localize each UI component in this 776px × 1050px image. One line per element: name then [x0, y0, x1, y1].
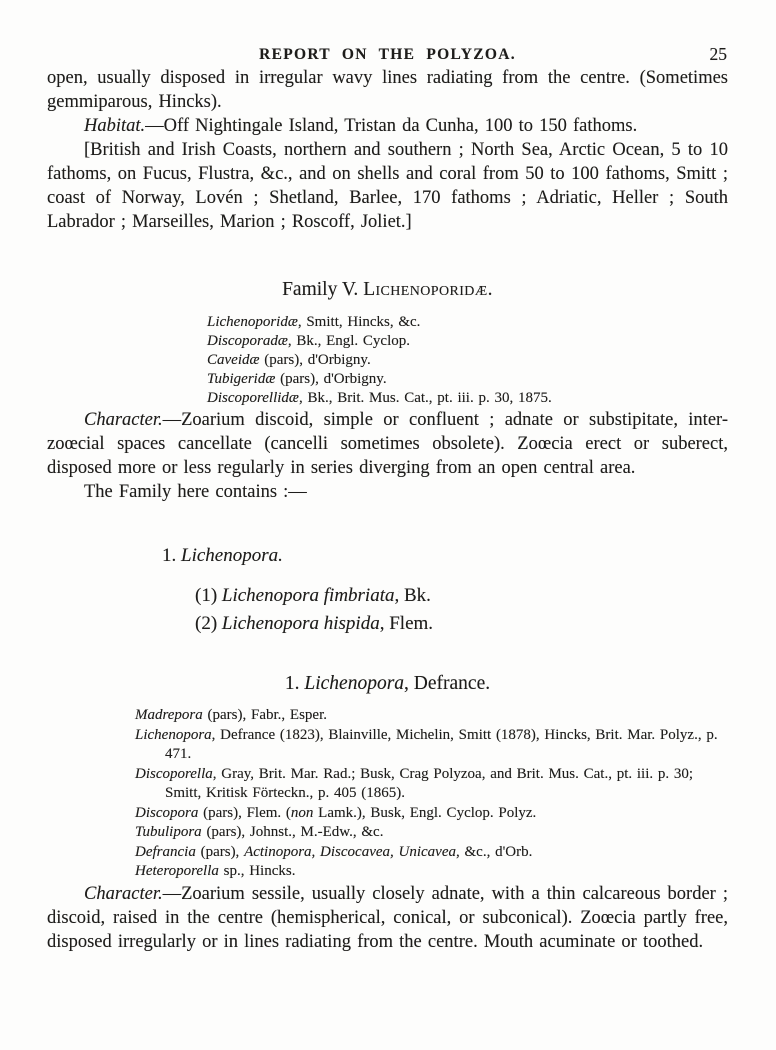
text-segment: , &c., d'Orb. — [456, 843, 533, 860]
text-segment: Discoporadæ — [207, 333, 288, 349]
text-segment: Lichenopora fimbriata — [221, 585, 395, 606]
synonymy-line — [135, 726, 728, 765]
synonymy-line — [207, 332, 728, 351]
text-segment: Lichenopora — [135, 726, 212, 743]
synonymy-line — [135, 843, 728, 863]
synonymy-line — [207, 313, 728, 332]
family-synonymy-list — [207, 313, 728, 408]
text-segment: sp., Hincks. — [218, 863, 296, 879]
text-segment: The Family here contains :— — [84, 482, 307, 502]
paragraph-open — [47, 66, 728, 114]
text-segment: , Defrance. — [404, 673, 491, 694]
text-segment: (2) — [195, 612, 222, 634]
synonymy-line — [135, 804, 728, 824]
text-segment: Lichenoporidæ. — [363, 279, 493, 300]
text-segment: Caveidæ — [207, 352, 260, 368]
synonymy-line — [135, 862, 728, 882]
text-segment: , Bk., Brit. Mus. Cat., pt. iii. p. 30, 1875. — [298, 390, 552, 406]
text-segment: , Flem. — [379, 612, 434, 634]
running-header — [47, 46, 728, 66]
text-segment: (pars), d'Orbigny. — [259, 352, 371, 368]
paragraph-habitat — [47, 114, 728, 138]
text-segment: , Bk., Engl. Cyclop. — [287, 333, 411, 349]
running-header-title: REPORT ON THE POLYZOA. — [259, 46, 516, 63]
family-heading — [47, 278, 728, 302]
text-segment: Lamk.), Busk, Engl. Cyclop. Polyz. — [313, 804, 537, 821]
synonymy-line — [207, 351, 728, 370]
synonymy-line — [207, 389, 728, 408]
text-segment: Tubulipora — [135, 824, 202, 840]
text-segment: Family V. — [282, 279, 364, 300]
text-segment: (pars), Flem. ( — [198, 804, 291, 821]
text-segment: open, usually disposed in irregular wavy lines radiating from the centre. (Sometimes gemmiparous, Hincks). — [47, 68, 728, 112]
page-content — [47, 46, 728, 954]
text-segment: Discoporellidæ — [207, 390, 299, 406]
text-segment: —Off Nightingale Island, Tristan da Cunha, 100 to 150 fathoms. — [145, 116, 638, 136]
text-segment: Lichenopora. — [181, 545, 283, 566]
text-segment: , Defrance (1823), Blainville, Michelin, Smitt (1878), Hincks, Brit. Mar. Polyz., p. 471. — [165, 726, 718, 762]
text-segment: (pars), — [195, 843, 245, 860]
text-segment: Madrepora — [135, 707, 203, 723]
text-segment: (pars), Fabr., Esper. — [202, 707, 328, 723]
text-segment: Lichenopora hispida — [221, 612, 380, 634]
text-segment: Habitat. — [84, 116, 146, 136]
text-segment: (pars), d'Orbigny. — [275, 371, 387, 387]
paragraph-distribution — [47, 138, 728, 234]
text-segment: non — [290, 804, 314, 821]
text-segment: 1. — [162, 545, 181, 566]
text-segment: Character. — [84, 410, 163, 430]
genus-heading — [47, 672, 728, 696]
text-segment: , Smitt, Hincks, &c. — [297, 314, 421, 330]
text-segment: Heteroporella — [135, 863, 219, 879]
species-line — [195, 582, 728, 610]
paragraph-family-character — [47, 408, 728, 480]
text-segment: , Gray, Brit. Mar. Rad.; Busk, Crag Polyzoa, and Brit. Mus. Cat., pt. iii. p. 30; Smitt, Kritisk Förteckn., p. 405 (1865). — [165, 765, 694, 801]
paragraph-contains — [47, 480, 728, 504]
text-segment: [British and Irish Coasts, northern and southern ; North Sea, Arctic Ocean, 5 to 10 fathoms, on Fucus, Flustra, &c., and on shells and coral from 50 to 100 fathoms, Smitt ; coast of Norway, Lovén ; Shetland, Barlee, 170 fathoms ; Adriatic, Heller ; South Labrador ; Marseilles, Marion ; Roscoff, Joliet.] — [47, 140, 728, 232]
text-segment: Discopora — [135, 804, 199, 821]
genus-synonymy-list — [135, 706, 728, 882]
text-segment: Discoporella — [135, 765, 213, 782]
text-segment: Lichenopora — [304, 673, 405, 694]
species-line — [195, 610, 728, 638]
text-segment: 1. — [284, 673, 305, 694]
text-segment: Character. — [84, 883, 163, 904]
text-segment: , Bk. — [394, 585, 431, 606]
synonymy-line — [135, 706, 728, 726]
paragraph-genus-character — [47, 882, 728, 954]
page-number: 25 — [709, 44, 727, 64]
text-segment: Actinopora, Discocavea, Unicavea — [244, 843, 456, 860]
synonymy-line — [135, 823, 728, 843]
text-segment: —Zoarium discoid, simple or confluent ; adnate or substipitate, inter-zoœcial spaces cancellate (cancelli sometimes obsolete). Zoœcia erect or suberect, disposed more or less regularly in series diverging from an open central area. — [47, 410, 728, 478]
text-segment: Defrancia — [135, 843, 196, 860]
species-list — [195, 582, 728, 637]
synonymy-line — [135, 765, 728, 804]
text-segment: (pars), Johnst., M.-Edw., &c. — [201, 824, 384, 840]
genus-entry — [162, 544, 728, 568]
text-segment: (1) — [195, 585, 222, 606]
synonymy-line — [207, 370, 728, 389]
text-segment: Lichenoporidæ — [207, 314, 298, 330]
text-segment: —Zoarium sessile, usually closely adnate, with a thin calcareous border ; discoid, raised in the centre (hemispherical, conical, or subconical). Zoœcia partly free, disposed irregularly or in lines radiating from the centre. Mouth acuminate or toothed. — [47, 883, 728, 952]
text-segment: Tubigeridæ — [207, 371, 276, 387]
